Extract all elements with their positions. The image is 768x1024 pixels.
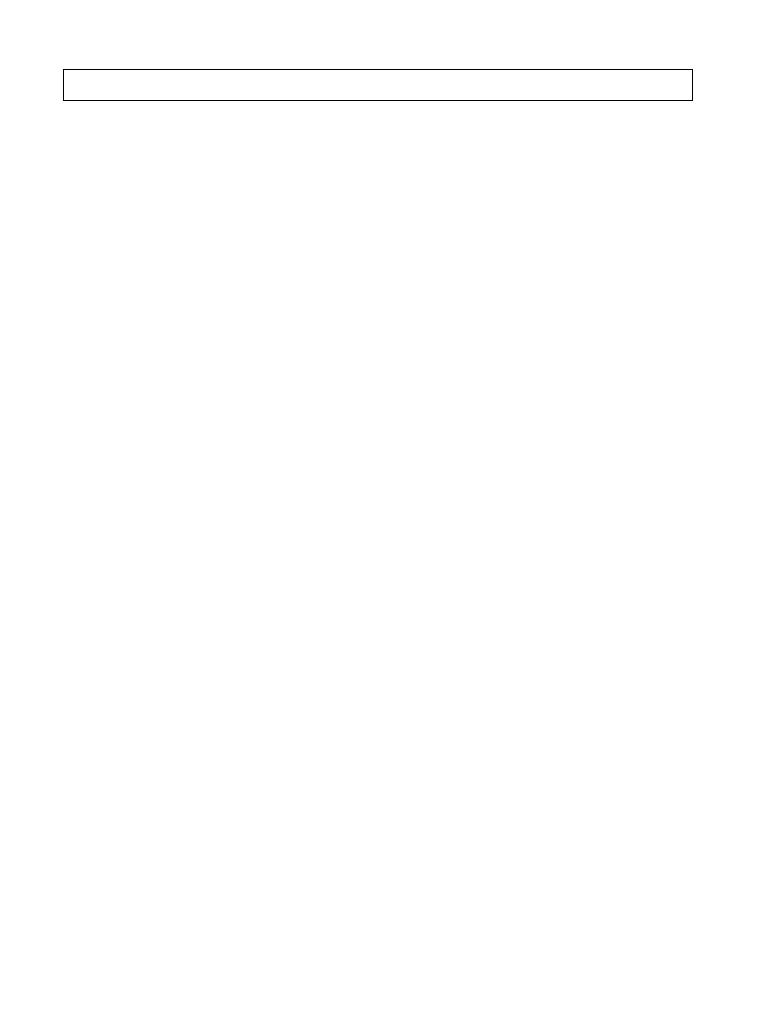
room-list-sheet bbox=[63, 69, 693, 119]
sheet-title bbox=[63, 69, 693, 101]
